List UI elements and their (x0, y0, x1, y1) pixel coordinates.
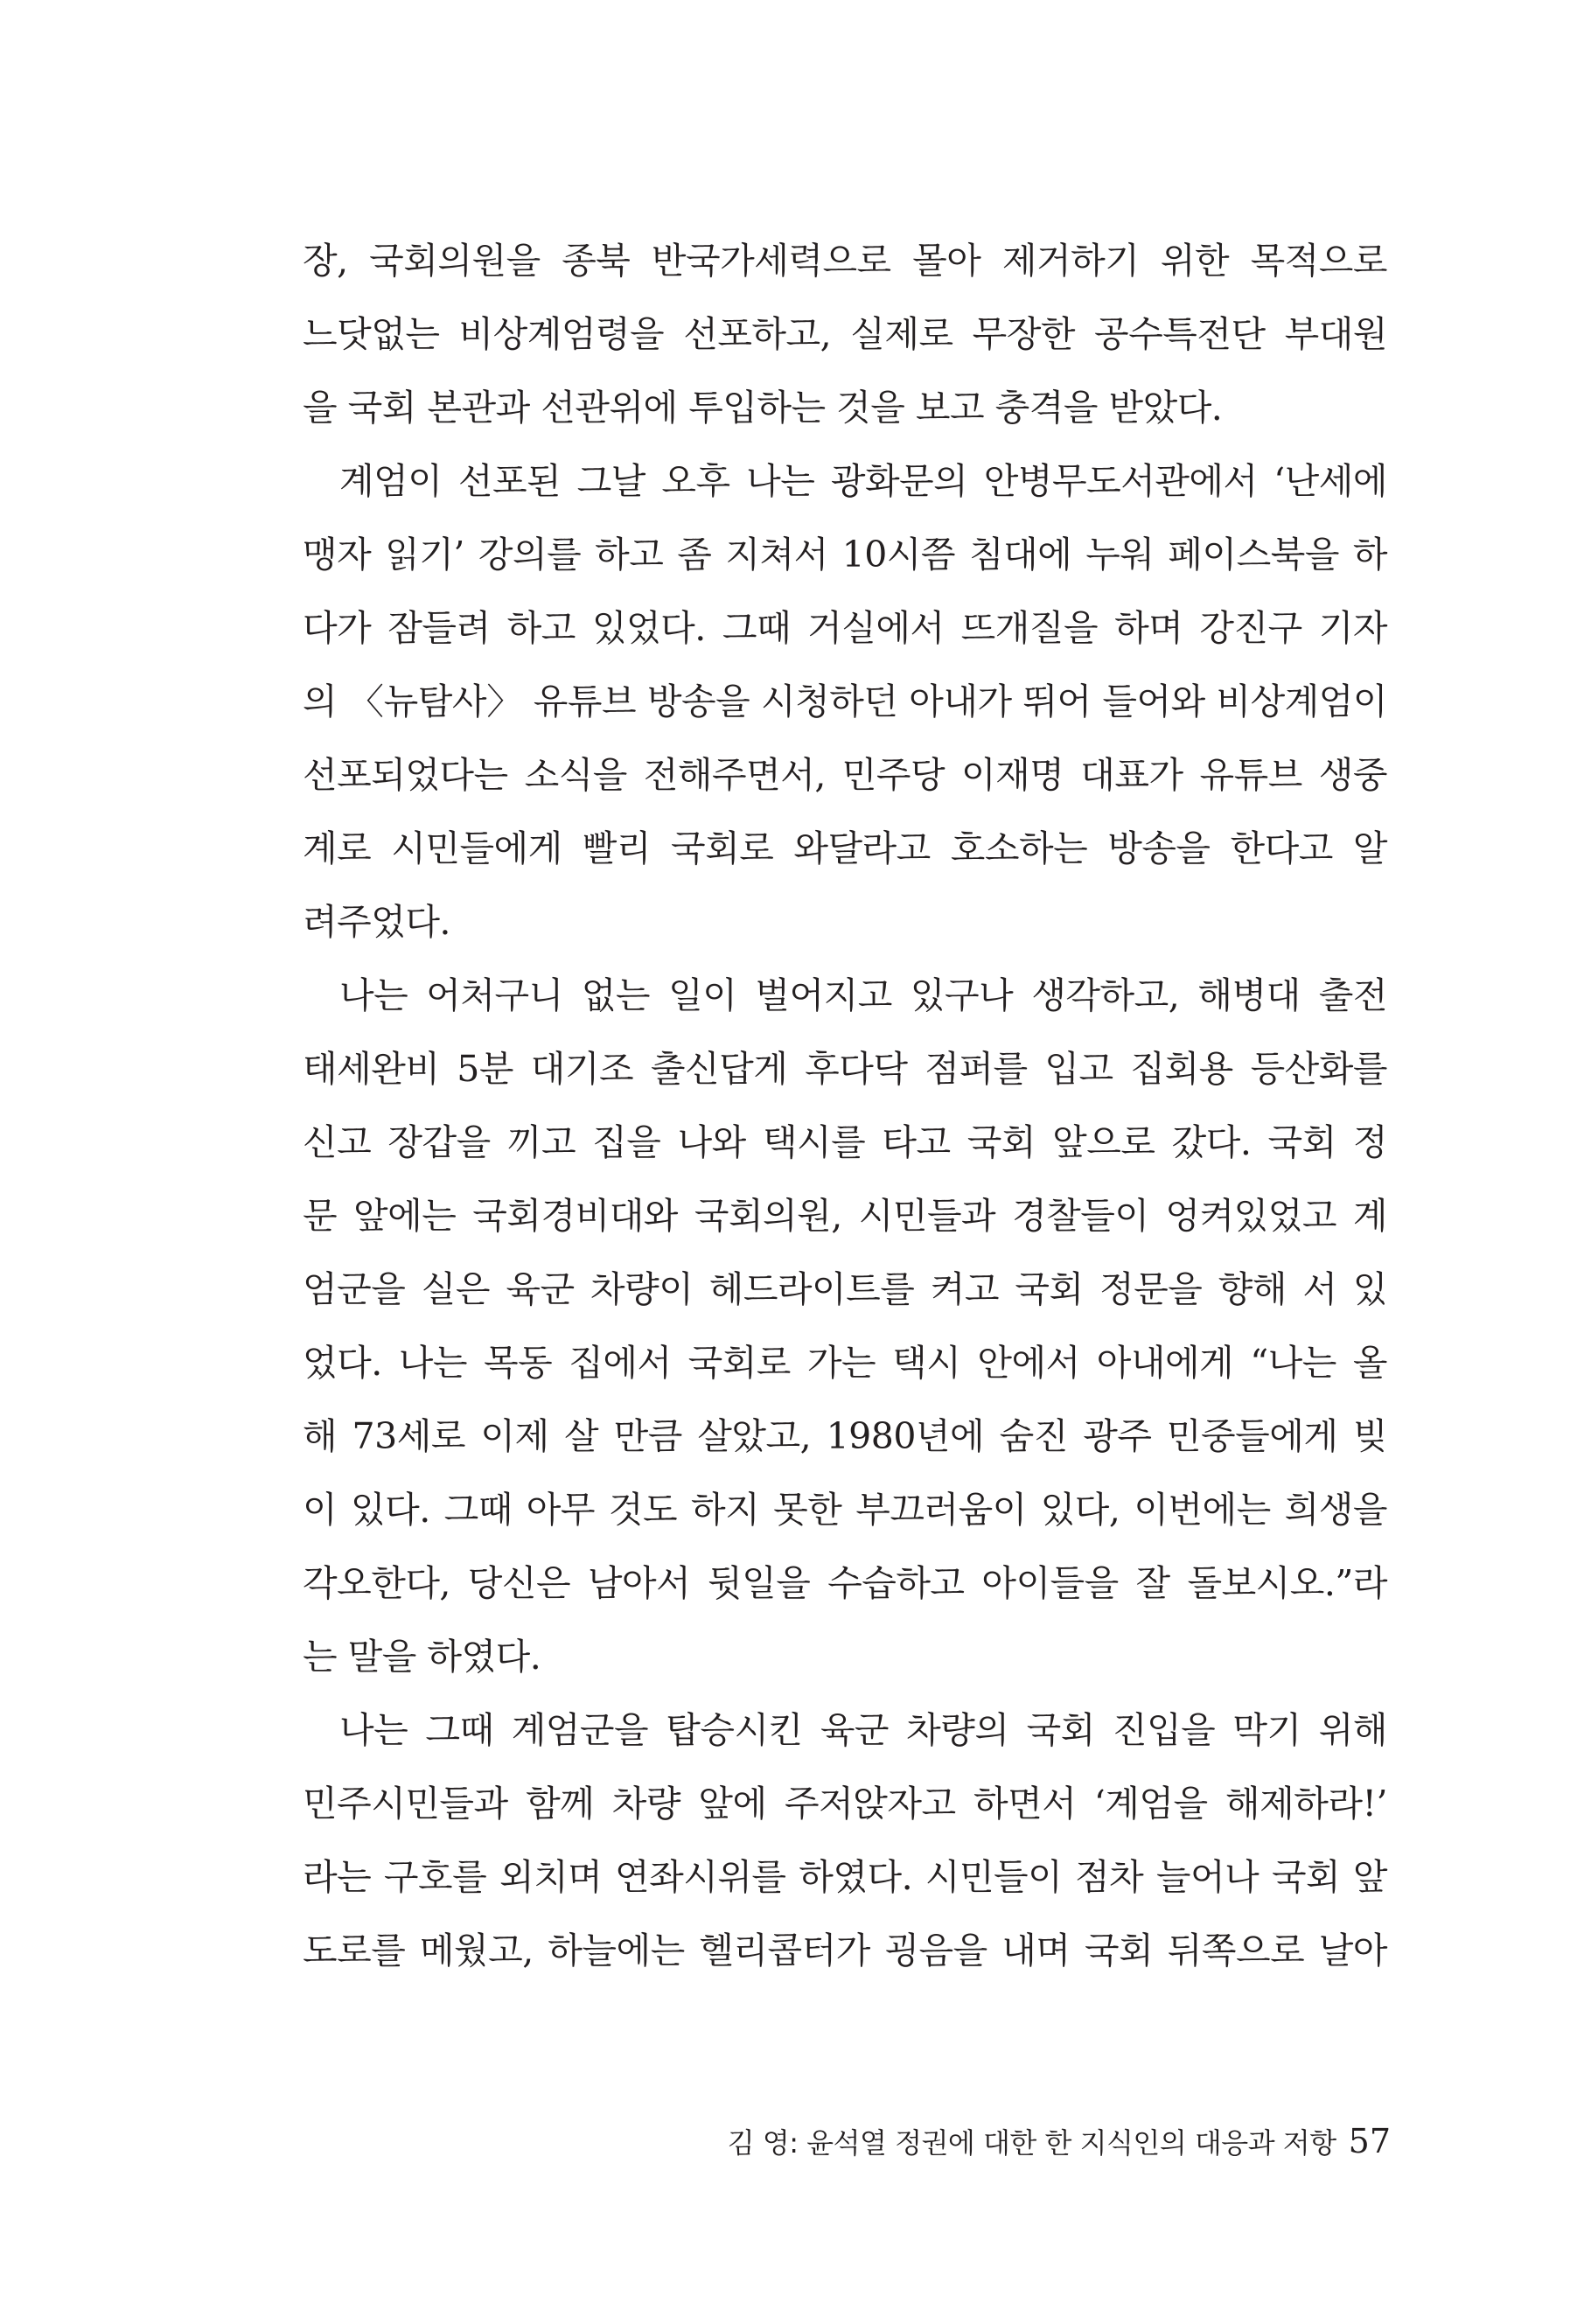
paragraph-3 (303, 959, 1387, 1693)
paragraph-1 (303, 224, 1387, 444)
text-line: 민주시민들과 함께 차량 앞에 주저앉자고 하면서 ‘계엄을 해제하라!’ (303, 1783, 1387, 1825)
page-footer (717, 2122, 1391, 2162)
body-text (303, 224, 1387, 1987)
text-line: 각오한다, 당신은 남아서 뒷일을 수습하고 아이들을 잘 돌보시오.”라 (303, 1562, 1387, 1604)
text-line: 맹자 읽기’ 강의를 하고 좀 지쳐서 10시쯤 침대에 누워 페이스북을 하 (303, 534, 1387, 576)
text-line: 해 73세로 이제 살 만큼 살았고, 1980년에 숨진 광주 민중들에게 빚 (303, 1415, 1387, 1457)
text-line: 엄군을 실은 육군 차량이 헤드라이트를 켜고 국회 정문을 향해 서 있 (303, 1268, 1387, 1310)
text-line: 나는 어처구니 없는 일이 벌어지고 있구나 생각하고, 해병대 출전 (339, 974, 1387, 1016)
text-line: 느닷없는 비상계엄령을 선포하고, 실제로 무장한 공수특전단 부대원 (303, 313, 1387, 355)
text-line: 문 앞에는 국회경비대와 국회의원, 시민들과 경찰들이 엉켜있었고 계 (303, 1195, 1387, 1237)
text-line: 태세완비 5분 대기조 출신답게 후다닥 점퍼를 입고 집회용 등산화를 (303, 1048, 1387, 1090)
text-line: 었다. 나는 목동 집에서 국회로 가는 택시 안에서 아내에게 “나는 올 (303, 1342, 1387, 1384)
text-line: 계로 시민들에게 빨리 국회로 와달라고 호소하는 방송을 한다고 알 (303, 827, 1387, 869)
page-number: 57 (1348, 2122, 1391, 2160)
paragraph-4 (303, 1693, 1387, 1987)
text-line: 다가 잠들려 하고 있었다. 그때 거실에서 뜨개질을 하며 강진구 기자 (303, 607, 1387, 649)
running-head: 김 영: 윤석열 정권에 대한 한 지식인의 대응과 저항 (727, 2126, 1336, 2160)
text-line: 선포되었다는 소식을 전해주면서, 민주당 이재명 대표가 유튜브 생중 (303, 754, 1387, 796)
text-line: 을 국회 본관과 선관위에 투입하는 것을 보고 충격을 받았다. (303, 387, 1223, 429)
text-line: 이 있다. 그때 아무 것도 하지 못한 부끄러움이 있다, 이번에는 희생을 (303, 1489, 1387, 1531)
text-line: 계엄이 선포된 그날 오후 나는 광화문의 안병무도서관에서 ‘난세에 (339, 460, 1387, 502)
text-line: 장, 국회의원을 종북 반국가세력으로 몰아 제거하기 위한 목적으로 (303, 240, 1387, 282)
text-line: 는 말을 하였다. (303, 1636, 541, 1678)
text-line: 도로를 메웠고, 하늘에는 헬리콥터가 굉음을 내며 국회 뒤쪽으로 날아 (303, 1930, 1387, 1972)
text-line: 의 〈뉴탐사〉 유튜브 방송을 시청하던 아내가 뛰어 들어와 비상계엄이 (303, 680, 1387, 722)
text-line: 신고 장갑을 끼고 집을 나와 택시를 타고 국회 앞으로 갔다. 국회 정 (303, 1121, 1387, 1163)
text-line: 려주었다. (303, 901, 450, 943)
paragraph-2 (303, 444, 1387, 959)
text-line: 라는 구호를 외치며 연좌시위를 하였다. 시민들이 점차 늘어나 국회 앞 (303, 1856, 1387, 1898)
text-line: 나는 그때 계엄군을 탑승시킨 육군 차량의 국회 진입을 막기 위해 (339, 1709, 1387, 1751)
